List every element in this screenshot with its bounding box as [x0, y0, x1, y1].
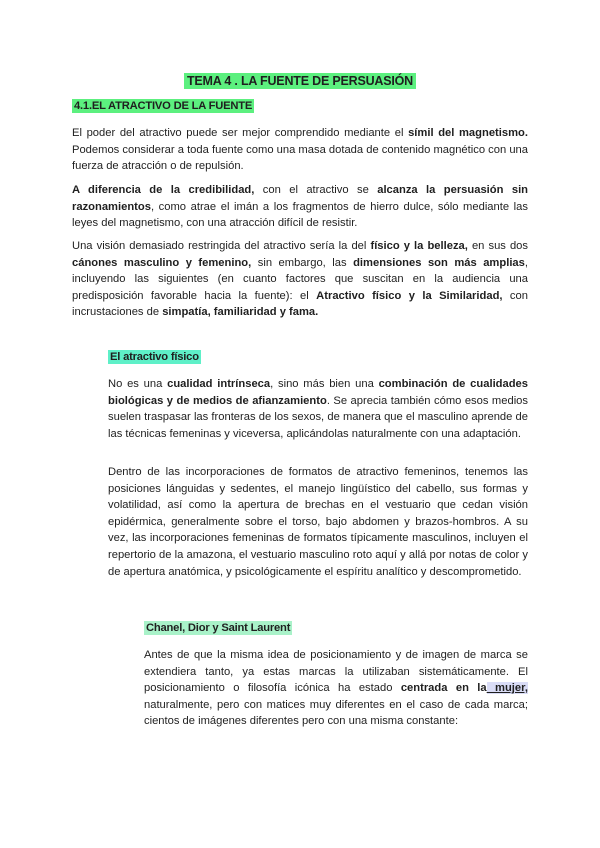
paragraph-formatos-atractivo: Dentro de las incorporaciones de formatos de atractivo femeninos, tenemos las posiciones lánguidas y sedentes, el manejo lingüístico del cabello, sus formas y volatilidad, así como la apertura de brechas en el vestuario que cedan visión epidérmica, generalmente sobre el torso, bajo abdomen y brazos-hombros. A su vez, las incorporaciones femeninas de formatos típicamente masculinos, incluyen el repertorio de la amazona, el vestuario masculino roto aquí y allá por notas de color y de apertura anatómica, y psicológicamente el espíritu analítico y descomprometido.: [108, 466, 528, 578]
section-heading-atractivo-fuente: 4.1.EL ATRACTIVO DE LA FUENTE: [74, 100, 253, 112]
paragraph-vision-restringida: Una visión demasiado restringida del atractivo sería la del físico y la belleza, en sus dos cánones masculino y femenino, sin embargo, las dimensiones son más amplias, incluyendo las siguientes (en cuanto factores que suscitan en la audiencia una predisposición favorable hacia la fuente): el Atractivo físico y la Similaridad, con incrustaciones de simpatía, familiaridad y fama.: [72, 240, 529, 319]
title-container: [0, 72, 600, 90]
paragraph-cualidad-intrinseca: No es una cualidad intrínseca, sino más bien una combinación de cualidades biológicas y de medios de afianzamiento. Se aprecia también cómo esos medios suelen traspasar las fronteras de los sexos, de manera que el masculino aprende de las técnicas femeninas y viceversa, aplicándolas naturalmente con una adaptación.: [108, 378, 529, 440]
paragraph-posicionamiento-marca: Antes de que la misma idea de posicionamiento y de imagen de marca se extendiera tanto, ya estas marcas la utilizaban sistemáticamente. El posicionamiento o filosofía icónica ha estado centrada en la mujer, naturalmente, pero con matices muy diferentes en el caso de cada marca; cientos de imágenes diferentes pero con una misma constante:: [144, 649, 528, 728]
paragraph-diferencia-credibilidad: A diferencia de la credibilidad, con el atractivo se alcanza la persuasión sin razonamientos, como atrae el imán a los fragmentos de hierro dulce, sólo mediante las leyes del magnetismo, con una atracción difícil de resistir.: [72, 184, 529, 230]
section-heading-chanel-dior: Chanel, Dior y Saint Laurent: [146, 622, 291, 634]
section-heading-atractivo-fisico: El atractivo físico: [110, 351, 199, 363]
document-title: TEMA 4 . LA FUENTE DE PERSUASIÓN: [184, 73, 416, 89]
paragraph-simil-magnetismo: El poder del atractivo puede ser mejor comprendido mediante el símil del magnetismo. Podemos considerar a toda fuente como una masa dotada de contenido magnético con una fuerza de atracción o de repulsión.: [72, 127, 528, 173]
